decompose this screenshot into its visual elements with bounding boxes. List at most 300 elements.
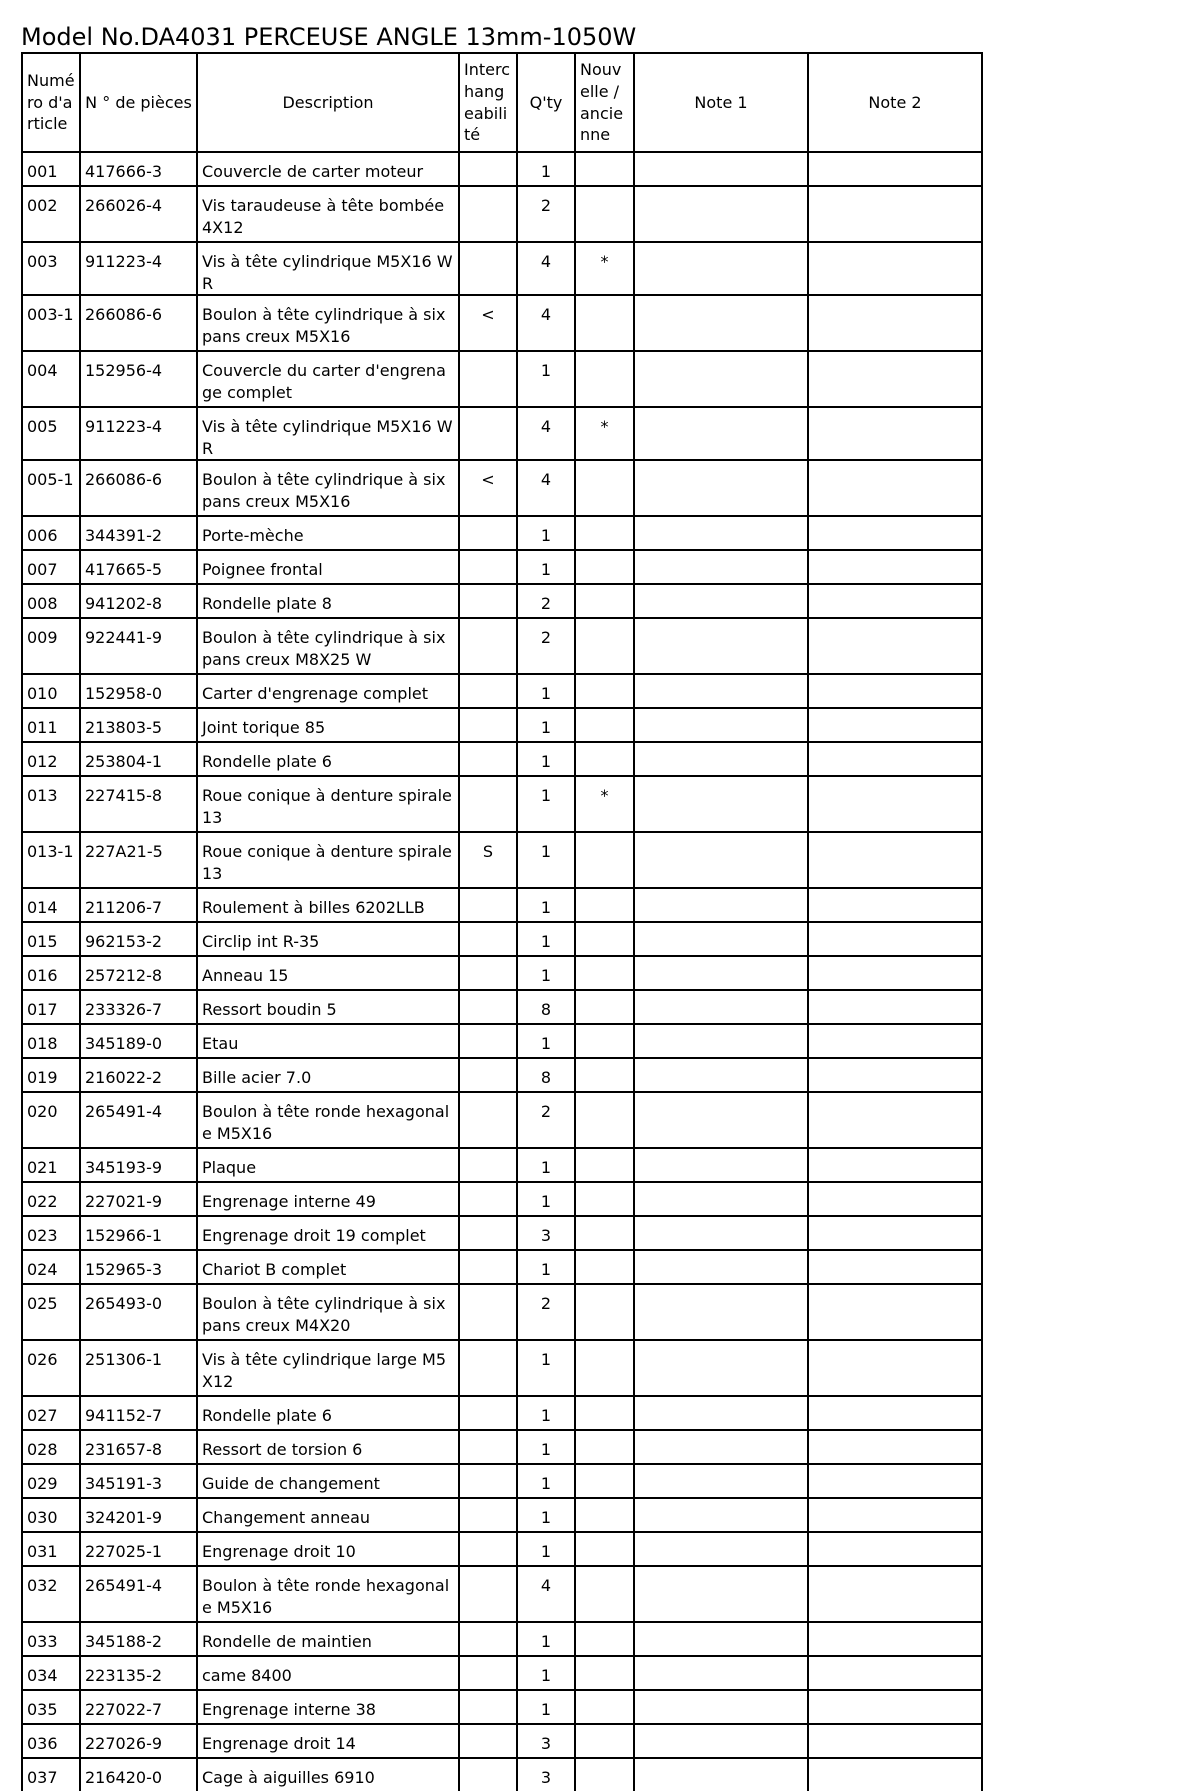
note-2-cell bbox=[808, 776, 982, 832]
note-2-cell bbox=[808, 550, 982, 584]
item-number-cell: 019 bbox=[22, 1058, 80, 1092]
table-row bbox=[22, 956, 982, 990]
interchangeability-cell bbox=[459, 1396, 517, 1430]
description-cell: Boulon à tête cylindrique à six pans creux M8X25 W bbox=[197, 618, 459, 674]
quantity-cell: 1 bbox=[517, 1340, 575, 1396]
note-1-cell bbox=[634, 1250, 808, 1284]
note-2-cell bbox=[808, 242, 982, 295]
part-number-cell: 227022-7 bbox=[80, 1690, 197, 1724]
note-2-cell bbox=[808, 1724, 982, 1758]
note-2-cell bbox=[808, 152, 982, 186]
quantity-cell: 1 bbox=[517, 1024, 575, 1058]
quantity-cell: 1 bbox=[517, 351, 575, 407]
note-2-cell bbox=[808, 1340, 982, 1396]
description-cell: Engrenage droit 14 bbox=[197, 1724, 459, 1758]
item-number-cell: 034 bbox=[22, 1656, 80, 1690]
note-1-cell bbox=[634, 1148, 808, 1182]
table-row bbox=[22, 1024, 982, 1058]
note-1-cell bbox=[634, 1622, 808, 1656]
description-cell: Roue conique à denture spirale 13 bbox=[197, 776, 459, 832]
item-number-cell: 007 bbox=[22, 550, 80, 584]
interchangeability-cell bbox=[459, 888, 517, 922]
note-1-cell bbox=[634, 1464, 808, 1498]
note-2-cell bbox=[808, 1092, 982, 1148]
page-title: Model No.DA4031 PERCEUSE ANGLE 13mm-1050W bbox=[21, 23, 637, 51]
description-cell: Guide de changement bbox=[197, 1464, 459, 1498]
note-1-cell bbox=[634, 550, 808, 584]
description-cell: Boulon à tête cylindrique à six pans creux M5X16 bbox=[197, 460, 459, 516]
note-1-cell bbox=[634, 1566, 808, 1622]
note-1-cell bbox=[634, 1216, 808, 1250]
table-row bbox=[22, 1758, 982, 1791]
description-cell: Circlip int R-35 bbox=[197, 922, 459, 956]
note-1-cell bbox=[634, 1532, 808, 1566]
new-old-cell bbox=[575, 1464, 634, 1498]
part-number-cell: 911223-4 bbox=[80, 242, 197, 295]
description-cell: Ressort boudin 5 bbox=[197, 990, 459, 1024]
table-row bbox=[22, 460, 982, 516]
note-2-cell bbox=[808, 618, 982, 674]
interchangeability-cell bbox=[459, 618, 517, 674]
interchangeability-cell bbox=[459, 1182, 517, 1216]
item-number-cell: 004 bbox=[22, 351, 80, 407]
table-row bbox=[22, 1092, 982, 1148]
item-number-cell: 001 bbox=[22, 152, 80, 186]
note-2-cell bbox=[808, 832, 982, 888]
description-cell: Boulon à tête ronde hexagonale M5X16 bbox=[197, 1566, 459, 1622]
part-number-cell: 345191-3 bbox=[80, 1464, 197, 1498]
item-number-cell: 036 bbox=[22, 1724, 80, 1758]
new-old-cell bbox=[575, 1690, 634, 1724]
new-old-cell bbox=[575, 1216, 634, 1250]
note-2-cell bbox=[808, 1148, 982, 1182]
description-cell: Rondelle plate 8 bbox=[197, 584, 459, 618]
quantity-cell: 8 bbox=[517, 990, 575, 1024]
item-number-cell: 030 bbox=[22, 1498, 80, 1532]
new-old-cell bbox=[575, 152, 634, 186]
part-number-cell: 922441-9 bbox=[80, 618, 197, 674]
quantity-cell: 1 bbox=[517, 708, 575, 742]
note-1-cell bbox=[634, 407, 808, 460]
table-row bbox=[22, 1464, 982, 1498]
part-number-cell: 152965-3 bbox=[80, 1250, 197, 1284]
part-number-cell: 266026-4 bbox=[80, 186, 197, 242]
interchangeability-cell bbox=[459, 407, 517, 460]
description-cell: Engrenage interne 49 bbox=[197, 1182, 459, 1216]
quantity-cell: 3 bbox=[517, 1758, 575, 1791]
description-cell: Rondelle plate 6 bbox=[197, 1396, 459, 1430]
quantity-cell: 4 bbox=[517, 460, 575, 516]
item-number-cell: 013-1 bbox=[22, 832, 80, 888]
note-2-cell bbox=[808, 295, 982, 351]
new-old-cell bbox=[575, 618, 634, 674]
quantity-cell: 1 bbox=[517, 922, 575, 956]
quantity-cell: 1 bbox=[517, 1464, 575, 1498]
new-old-cell bbox=[575, 1430, 634, 1464]
interchangeability-cell bbox=[459, 584, 517, 618]
quantity-cell: 1 bbox=[517, 1250, 575, 1284]
quantity-cell: 1 bbox=[517, 1622, 575, 1656]
note-2-cell bbox=[808, 1656, 982, 1690]
table-row bbox=[22, 1566, 982, 1622]
table-row bbox=[22, 1430, 982, 1464]
part-number-cell: 345189-0 bbox=[80, 1024, 197, 1058]
part-number-cell: 216022-2 bbox=[80, 1058, 197, 1092]
interchangeability-cell: < bbox=[459, 460, 517, 516]
part-number-cell: 345188-2 bbox=[80, 1622, 197, 1656]
new-old-cell bbox=[575, 1340, 634, 1396]
note-1-cell bbox=[634, 888, 808, 922]
note-1-cell bbox=[634, 922, 808, 956]
note-1-cell bbox=[634, 186, 808, 242]
interchangeability-cell bbox=[459, 956, 517, 990]
quantity-cell: 3 bbox=[517, 1216, 575, 1250]
header-description: Description bbox=[197, 53, 459, 152]
note-2-cell bbox=[808, 1622, 982, 1656]
table-row bbox=[22, 1724, 982, 1758]
description-cell: Boulon à tête ronde hexagonale M5X16 bbox=[197, 1092, 459, 1148]
note-1-cell bbox=[634, 1724, 808, 1758]
note-1-cell bbox=[634, 295, 808, 351]
new-old-cell bbox=[575, 888, 634, 922]
note-2-cell bbox=[808, 1430, 982, 1464]
description-cell: Anneau 15 bbox=[197, 956, 459, 990]
item-number-cell: 008 bbox=[22, 584, 80, 618]
note-1-cell bbox=[634, 152, 808, 186]
note-1-cell bbox=[634, 351, 808, 407]
note-1-cell bbox=[634, 460, 808, 516]
description-cell: Ressort de torsion 6 bbox=[197, 1430, 459, 1464]
interchangeability-cell bbox=[459, 922, 517, 956]
interchangeability-cell: S bbox=[459, 832, 517, 888]
part-number-cell: 227A21-5 bbox=[80, 832, 197, 888]
quantity-cell: 1 bbox=[517, 1498, 575, 1532]
note-1-cell bbox=[634, 1656, 808, 1690]
quantity-cell: 1 bbox=[517, 674, 575, 708]
part-number-cell: 257212-8 bbox=[80, 956, 197, 990]
interchangeability-cell bbox=[459, 152, 517, 186]
interchangeability-cell bbox=[459, 1216, 517, 1250]
note-2-cell bbox=[808, 1498, 982, 1532]
part-number-cell: 266086-6 bbox=[80, 295, 197, 351]
table-row bbox=[22, 776, 982, 832]
item-number-cell: 005-1 bbox=[22, 460, 80, 516]
note-2-cell bbox=[808, 1216, 982, 1250]
description-cell: Joint torique 85 bbox=[197, 708, 459, 742]
description-cell: Vis taraudeuse à tête bombée 4X12 bbox=[197, 186, 459, 242]
note-1-cell bbox=[634, 516, 808, 550]
note-1-cell bbox=[634, 1024, 808, 1058]
new-old-cell bbox=[575, 1566, 634, 1622]
part-number-cell: 213803-5 bbox=[80, 708, 197, 742]
part-number-cell: 227026-9 bbox=[80, 1724, 197, 1758]
description-cell: Plaque bbox=[197, 1148, 459, 1182]
interchangeability-cell bbox=[459, 186, 517, 242]
table-row bbox=[22, 1058, 982, 1092]
description-cell: Bille acier 7.0 bbox=[197, 1058, 459, 1092]
header-item-number: Numéro d'article bbox=[22, 53, 80, 152]
note-2-cell bbox=[808, 460, 982, 516]
note-1-cell bbox=[634, 832, 808, 888]
description-cell: Chariot B complet bbox=[197, 1250, 459, 1284]
part-number-cell: 265491-4 bbox=[80, 1092, 197, 1148]
part-number-cell: 941152-7 bbox=[80, 1396, 197, 1430]
interchangeability-cell bbox=[459, 516, 517, 550]
description-cell: Boulon à tête cylindrique à six pans creux M4X20 bbox=[197, 1284, 459, 1340]
table-row bbox=[22, 407, 982, 460]
new-old-cell bbox=[575, 1758, 634, 1791]
note-2-cell bbox=[808, 1690, 982, 1724]
table-row bbox=[22, 516, 982, 550]
item-number-cell: 031 bbox=[22, 1532, 80, 1566]
item-number-cell: 022 bbox=[22, 1182, 80, 1216]
table-row bbox=[22, 990, 982, 1024]
note-2-cell bbox=[808, 407, 982, 460]
note-1-cell bbox=[634, 1430, 808, 1464]
item-number-cell: 032 bbox=[22, 1566, 80, 1622]
interchangeability-cell bbox=[459, 1758, 517, 1791]
part-number-cell: 324201-9 bbox=[80, 1498, 197, 1532]
part-number-cell: 962153-2 bbox=[80, 922, 197, 956]
part-number-cell: 223135-2 bbox=[80, 1656, 197, 1690]
quantity-cell: 4 bbox=[517, 1566, 575, 1622]
item-number-cell: 026 bbox=[22, 1340, 80, 1396]
note-1-cell bbox=[634, 776, 808, 832]
note-2-cell bbox=[808, 351, 982, 407]
part-number-cell: 211206-7 bbox=[80, 888, 197, 922]
note-2-cell bbox=[808, 708, 982, 742]
quantity-cell: 1 bbox=[517, 1182, 575, 1216]
note-1-cell bbox=[634, 584, 808, 618]
quantity-cell: 2 bbox=[517, 1092, 575, 1148]
quantity-cell: 8 bbox=[517, 1058, 575, 1092]
table-row bbox=[22, 1622, 982, 1656]
table-row bbox=[22, 832, 982, 888]
interchangeability-cell bbox=[459, 674, 517, 708]
description-cell: Vis à tête cylindrique large M5X12 bbox=[197, 1340, 459, 1396]
quantity-cell: 2 bbox=[517, 584, 575, 618]
item-number-cell: 020 bbox=[22, 1092, 80, 1148]
new-old-cell bbox=[575, 516, 634, 550]
interchangeability-cell bbox=[459, 1340, 517, 1396]
interchangeability-cell bbox=[459, 1430, 517, 1464]
quantity-cell: 1 bbox=[517, 1690, 575, 1724]
note-1-cell bbox=[634, 674, 808, 708]
description-cell: Etau bbox=[197, 1024, 459, 1058]
note-1-cell bbox=[634, 708, 808, 742]
item-number-cell: 037 bbox=[22, 1758, 80, 1791]
table-row bbox=[22, 242, 982, 295]
note-2-cell bbox=[808, 584, 982, 618]
interchangeability-cell: < bbox=[459, 295, 517, 351]
quantity-cell: 1 bbox=[517, 1148, 575, 1182]
interchangeability-cell bbox=[459, 1250, 517, 1284]
interchangeability-cell bbox=[459, 1092, 517, 1148]
note-2-cell bbox=[808, 1758, 982, 1791]
note-2-cell bbox=[808, 922, 982, 956]
table-row bbox=[22, 1182, 982, 1216]
new-old-cell bbox=[575, 742, 634, 776]
part-number-cell: 231657-8 bbox=[80, 1430, 197, 1464]
part-number-cell: 345193-9 bbox=[80, 1148, 197, 1182]
quantity-cell: 1 bbox=[517, 956, 575, 990]
quantity-cell: 4 bbox=[517, 242, 575, 295]
note-2-cell bbox=[808, 1250, 982, 1284]
table-row bbox=[22, 152, 982, 186]
part-number-cell: 344391-2 bbox=[80, 516, 197, 550]
note-1-cell bbox=[634, 742, 808, 776]
new-old-cell bbox=[575, 1092, 634, 1148]
quantity-cell: 1 bbox=[517, 1532, 575, 1566]
item-number-cell: 011 bbox=[22, 708, 80, 742]
interchangeability-cell bbox=[459, 742, 517, 776]
interchangeability-cell bbox=[459, 1532, 517, 1566]
description-cell: Rondelle plate 6 bbox=[197, 742, 459, 776]
note-2-cell bbox=[808, 990, 982, 1024]
part-number-cell: 266086-6 bbox=[80, 460, 197, 516]
note-1-cell bbox=[634, 242, 808, 295]
quantity-cell: 2 bbox=[517, 186, 575, 242]
part-number-cell: 253804-1 bbox=[80, 742, 197, 776]
description-cell: Roulement à billes 6202LLB bbox=[197, 888, 459, 922]
part-number-cell: 227415-8 bbox=[80, 776, 197, 832]
description-cell: Couvercle du carter d'engrenage complet bbox=[197, 351, 459, 407]
note-2-cell bbox=[808, 1058, 982, 1092]
item-number-cell: 006 bbox=[22, 516, 80, 550]
table-row bbox=[22, 1216, 982, 1250]
item-number-cell: 024 bbox=[22, 1250, 80, 1284]
interchangeability-cell bbox=[459, 1498, 517, 1532]
description-cell: Vis à tête cylindrique M5X16 WR bbox=[197, 407, 459, 460]
description-cell: Engrenage interne 38 bbox=[197, 1690, 459, 1724]
interchangeability-cell bbox=[459, 1024, 517, 1058]
header-quantity: Q'ty bbox=[517, 53, 575, 152]
item-number-cell: 027 bbox=[22, 1396, 80, 1430]
note-1-cell bbox=[634, 1498, 808, 1532]
part-number-cell: 227025-1 bbox=[80, 1532, 197, 1566]
part-number-cell: 265491-4 bbox=[80, 1566, 197, 1622]
note-1-cell bbox=[634, 1284, 808, 1340]
table-row bbox=[22, 584, 982, 618]
part-number-cell: 265493-0 bbox=[80, 1284, 197, 1340]
quantity-cell: 2 bbox=[517, 618, 575, 674]
header-interchangeability: Interchangeabilité bbox=[459, 53, 517, 152]
interchangeability-cell bbox=[459, 708, 517, 742]
part-number-cell: 152966-1 bbox=[80, 1216, 197, 1250]
part-number-cell: 152958-0 bbox=[80, 674, 197, 708]
description-cell: Porte-mèche bbox=[197, 516, 459, 550]
interchangeability-cell bbox=[459, 1566, 517, 1622]
item-number-cell: 021 bbox=[22, 1148, 80, 1182]
table-row bbox=[22, 1532, 982, 1566]
item-number-cell: 015 bbox=[22, 922, 80, 956]
new-old-cell: * bbox=[575, 407, 634, 460]
new-old-cell bbox=[575, 1656, 634, 1690]
item-number-cell: 016 bbox=[22, 956, 80, 990]
description-cell: Vis à tête cylindrique M5X16 WR bbox=[197, 242, 459, 295]
header-note-1: Note 1 bbox=[634, 53, 808, 152]
note-2-cell bbox=[808, 1566, 982, 1622]
new-old-cell bbox=[575, 990, 634, 1024]
table-row bbox=[22, 742, 982, 776]
new-old-cell bbox=[575, 832, 634, 888]
interchangeability-cell bbox=[459, 351, 517, 407]
quantity-cell: 3 bbox=[517, 1724, 575, 1758]
description-cell: came 8400 bbox=[197, 1656, 459, 1690]
item-number-cell: 010 bbox=[22, 674, 80, 708]
quantity-cell: 1 bbox=[517, 832, 575, 888]
note-1-cell bbox=[634, 1690, 808, 1724]
note-2-cell bbox=[808, 1532, 982, 1566]
interchangeability-cell bbox=[459, 1284, 517, 1340]
new-old-cell bbox=[575, 1148, 634, 1182]
new-old-cell bbox=[575, 1024, 634, 1058]
interchangeability-cell bbox=[459, 242, 517, 295]
description-cell: Poignee frontal bbox=[197, 550, 459, 584]
new-old-cell bbox=[575, 186, 634, 242]
note-1-cell bbox=[634, 1340, 808, 1396]
new-old-cell bbox=[575, 922, 634, 956]
quantity-cell: 1 bbox=[517, 516, 575, 550]
item-number-cell: 025 bbox=[22, 1284, 80, 1340]
header-part-number: N ° de pièces bbox=[80, 53, 197, 152]
note-2-cell bbox=[808, 1464, 982, 1498]
note-1-cell bbox=[634, 1758, 808, 1791]
description-cell: Changement anneau bbox=[197, 1498, 459, 1532]
header-row bbox=[22, 53, 982, 152]
new-old-cell bbox=[575, 708, 634, 742]
note-1-cell bbox=[634, 1058, 808, 1092]
interchangeability-cell bbox=[459, 1724, 517, 1758]
interchangeability-cell bbox=[459, 1464, 517, 1498]
note-2-cell bbox=[808, 674, 982, 708]
item-number-cell: 035 bbox=[22, 1690, 80, 1724]
note-2-cell bbox=[808, 1396, 982, 1430]
quantity-cell: 1 bbox=[517, 776, 575, 832]
note-2-cell bbox=[808, 186, 982, 242]
interchangeability-cell bbox=[459, 1622, 517, 1656]
parts-table bbox=[21, 52, 983, 1791]
interchangeability-cell bbox=[459, 1656, 517, 1690]
new-old-cell bbox=[575, 1724, 634, 1758]
table-row bbox=[22, 1396, 982, 1430]
note-1-cell bbox=[634, 1182, 808, 1216]
table-row bbox=[22, 1340, 982, 1396]
item-number-cell: 014 bbox=[22, 888, 80, 922]
table-row bbox=[22, 1690, 982, 1724]
part-number-cell: 227021-9 bbox=[80, 1182, 197, 1216]
part-number-cell: 216420-0 bbox=[80, 1758, 197, 1791]
note-2-cell bbox=[808, 1182, 982, 1216]
new-old-cell bbox=[575, 1058, 634, 1092]
part-number-cell: 251306-1 bbox=[80, 1340, 197, 1396]
part-number-cell: 417665-5 bbox=[80, 550, 197, 584]
table-row bbox=[22, 1656, 982, 1690]
quantity-cell: 1 bbox=[517, 1396, 575, 1430]
table-row bbox=[22, 674, 982, 708]
table-row bbox=[22, 550, 982, 584]
quantity-cell: 4 bbox=[517, 295, 575, 351]
note-1-cell bbox=[634, 618, 808, 674]
new-old-cell bbox=[575, 956, 634, 990]
table-row bbox=[22, 295, 982, 351]
new-old-cell bbox=[575, 1182, 634, 1216]
part-number-cell: 417666-3 bbox=[80, 152, 197, 186]
quantity-cell: 1 bbox=[517, 888, 575, 922]
item-number-cell: 013 bbox=[22, 776, 80, 832]
item-number-cell: 003-1 bbox=[22, 295, 80, 351]
item-number-cell: 017 bbox=[22, 990, 80, 1024]
